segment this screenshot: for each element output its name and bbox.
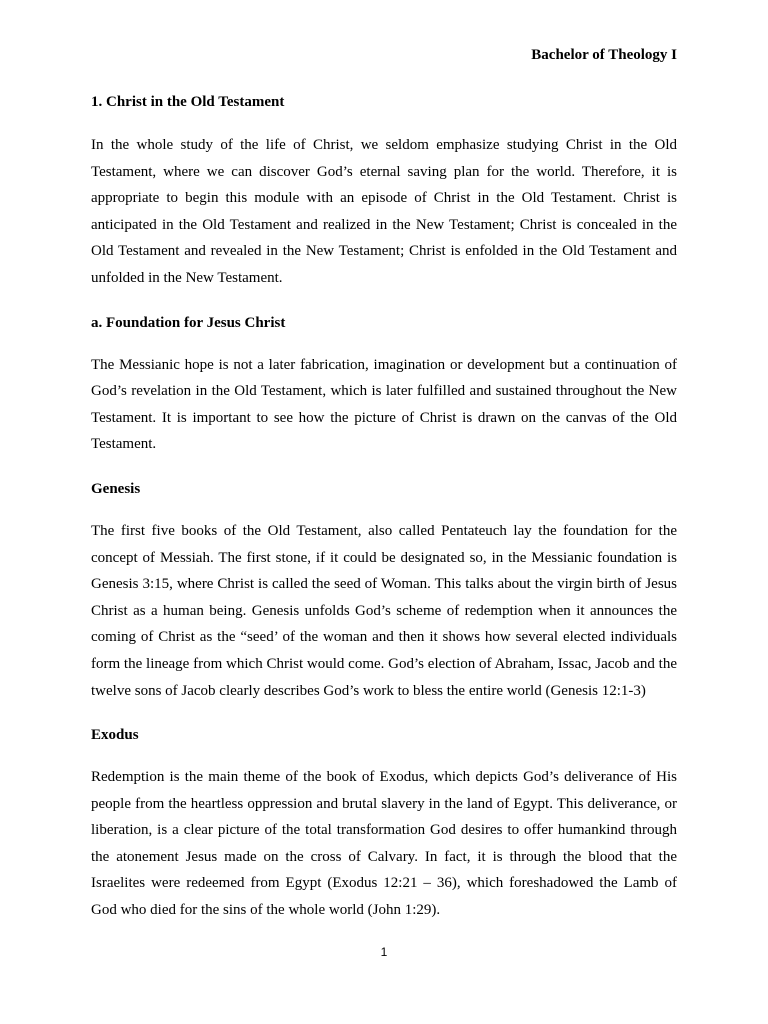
exodus-paragraph: Redemption is the main theme of the book of Exodus, which depicts God’s deliverance of His people from the heartless oppression and brutal slavery in the land of Egypt. This deliverance, or liberation, is a clear picture of the total transformation God desires to offer humankind through the atonement Jesus made on the cross of Calvary. In fact, it is through the blood that the Israelites were redeemed from Egypt (Exodus 12:21 – 36), which foreshadowed the Lamb of God who died for the sins of the whole world (John 1:29). xyxy=(91,769,677,919)
subsection-heading: a. Foundation for Jesus Christ xyxy=(91,314,286,331)
foundation-paragraph: The Messianic hope is not a later fabrication, imagination or development but a continuation of God’s revelation in the Old Testament, which is later fulfilled and sustained throughout the New Testament. It is important to see how the picture of Christ is drawn on the canvas of the Old Testament. xyxy=(91,356,677,453)
page-number: 1 xyxy=(380,945,388,959)
genesis-paragraph: The first five books of the Old Testament, also called Pentateuch lay the foundation for the concept of Messiah. The first stone, if it could be designated so, in the Messianic foundation is Genesis 3:15, where Christ is called the seed of Woman. This talks about the virgin birth of Jesus Christ as a human being. Genesis unfolds God’s scheme of redemption when it announces the coming of Christ as the “seed’ of the woman and then it shows how several elected individuals form the lineage from which Christ would come. God’s election of Abraham, Issac, Jacob and the twelve sons of Jacob clearly describes God’s work to bless the entire world (Genesis 12:1-3) xyxy=(91,522,677,699)
section-heading: 1. Christ in the Old Testament xyxy=(91,94,285,110)
page-content xyxy=(91,92,677,945)
genesis-heading: Genesis xyxy=(91,480,141,497)
exodus-heading: Exodus xyxy=(91,727,139,744)
running-header: Bachelor of Theology I xyxy=(531,47,677,63)
intro-paragraph: In the whole study of the life of Christ, we seldom emphasize studying Christ in the Old Testament, where we can discover God’s eternal saving plan for the world. Therefore, it is appropriate to begin this module with an episode of Christ in the Old Testament. Christ is anticipated in the Old Testament and realized in the New Testament; Christ is concealed in the Old Testament and revealed in the New Testament; Christ is enfolded in the Old Testament and unfolded in the New Testament. xyxy=(91,137,677,286)
